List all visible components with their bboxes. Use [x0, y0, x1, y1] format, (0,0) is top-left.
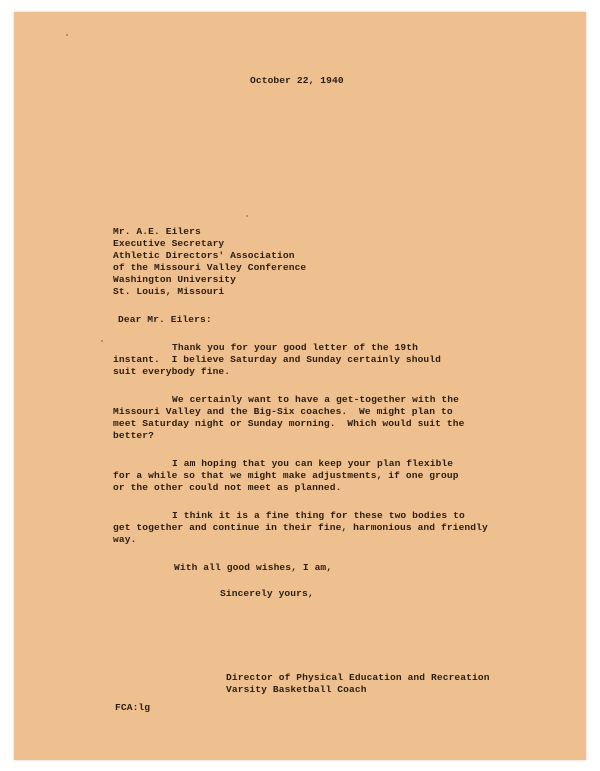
signature-line: Director of Physical Education and Recreation	[226, 672, 490, 683]
letter-page	[14, 12, 586, 760]
paragraph-line: get together and continue in their fine, harmonious and friendly	[113, 522, 488, 533]
paragraph-line: Missouri Valley and the Big-Six coaches. We might plan to	[113, 406, 453, 417]
paragraph-line: for a while so that we might make adjustments, if one group	[113, 470, 459, 481]
letter-date: October 22, 1940	[250, 75, 344, 86]
signature-line: Varsity Basketball Coach	[226, 684, 367, 695]
paragraph-line: I think it is a fine thing for these two bodies to	[172, 510, 465, 521]
address-line: Athletic Directors' Association	[113, 250, 295, 261]
address-line: Washington University	[113, 274, 237, 285]
address-line: of the Missouri Valley Conference	[113, 262, 307, 273]
paragraph-line: meet Saturday night or Sunday morning. Which would suit the	[113, 418, 465, 429]
address-line: St. Louis, Missouri	[113, 286, 225, 297]
paragraph-line: Thank you for your good letter of the 19th	[172, 342, 419, 353]
typist-initials: FCA:lg	[115, 702, 151, 713]
address-line: Mr. A.E. Eilers	[113, 226, 201, 237]
sign-off: Sincerely yours,	[220, 588, 314, 599]
closing: With all good wishes, I am,	[174, 562, 333, 573]
paragraph-line: or the other could not meet as planned.	[113, 482, 342, 493]
paragraph-line: suit everybody fine.	[113, 366, 231, 377]
paragraph-line: I am hoping that you can keep your plan flexible	[172, 458, 454, 469]
paper-speck	[246, 215, 248, 217]
paper-speck	[101, 340, 103, 342]
paragraph-line: We certainly want to have a get-together with the	[172, 394, 460, 405]
paper-speck	[66, 34, 68, 36]
salutation: Dear Mr. Eilers:	[118, 314, 212, 325]
paragraph-line: better?	[113, 430, 155, 441]
paragraph-line: way.	[113, 534, 137, 545]
paragraph-line: instant. I believe Saturday and Sunday certainly should	[113, 354, 442, 365]
address-line: Executive Secretary	[113, 238, 225, 249]
